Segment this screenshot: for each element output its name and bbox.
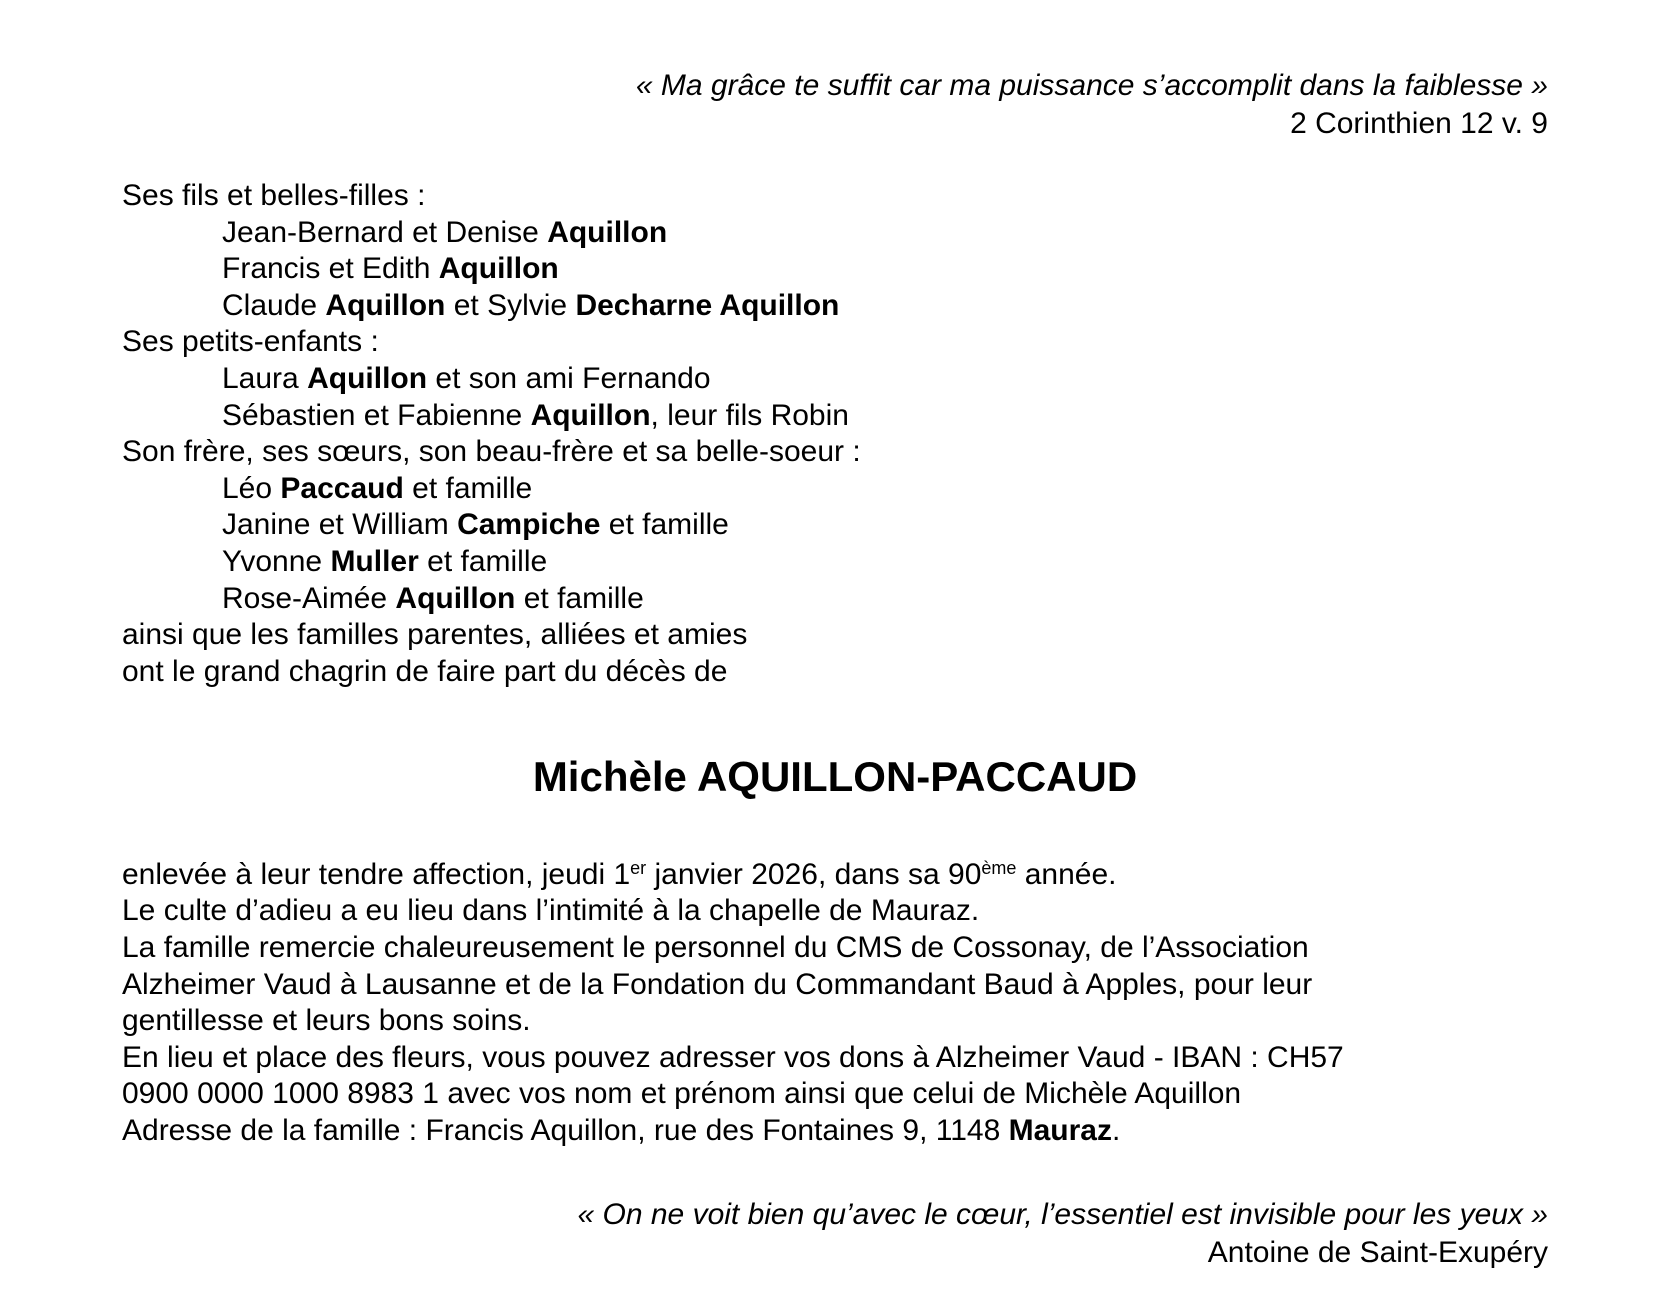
text-line [122,581,861,618]
text-line [122,324,861,361]
deceased-name: Michèle AQUILLON-PACCAUD [532,753,1138,800]
announcement-body [122,850,1344,1150]
text-segment: En lieu et place des fleurs, vous pouvez adresser vos dons à Alzheimer Vaud - IBAN : CH57 [122,1040,1344,1074]
text-line [122,507,861,544]
text-segment: . [1111,1114,1121,1148]
text-line [122,251,861,288]
text-line [122,850,1344,893]
text-segment: Léo [222,471,281,505]
emphasized-name: Muller [330,544,419,578]
text-line [122,434,861,471]
text-line [122,398,861,435]
text-line [122,471,861,508]
emphasized-name: Decharne Aquillon [575,288,840,322]
text-segment: ainsi que les familles parentes, alliées et amies [122,618,748,652]
scripture-quote-block [636,67,1548,143]
ordinal-superscript: er [630,858,647,878]
emphasized-name: Aquillon [547,215,668,249]
text-line [122,215,861,252]
text-segment: gentillesse et leurs bons soins. [122,1004,531,1038]
text-line [122,1040,1344,1077]
text-line [122,361,861,398]
text-line [122,930,1344,967]
text-line [122,654,861,691]
family-list [122,178,861,690]
text-line [122,1076,1344,1113]
text-segment: Ses fils et belles-filles : [122,179,426,212]
emphasized-name: Aquillon [438,252,559,286]
closing-quote-block [577,1196,1548,1272]
text-segment: Son frère, ses sœurs, son beau-frère et sa belle-soeur : [122,435,861,469]
text-line [122,967,1344,1004]
text-line [122,893,1344,930]
text-line [122,617,861,654]
text-segment: Francis et Edith [222,252,439,286]
text-segment: et son ami Fernando [427,361,711,395]
text-line [122,544,861,581]
emphasized-name: Aquillon [307,361,428,395]
text-segment: Laura [222,361,308,395]
scripture-quote-text: « Ma grâce te suffit car ma puissance s’accomplit dans la faiblesse » [635,69,1548,102]
text-segment: enlevée à leur tendre affection, jeudi 1 [122,857,631,891]
text-segment: janvier 2026, dans sa 90 [646,857,982,891]
emphasized-name: Paccaud [280,471,404,505]
emphasized-name: Mauraz [1008,1114,1112,1148]
text-segment: ont le grand chagrin de faire part du décès de [122,654,728,688]
emphasized-name: Aquillon [395,581,516,615]
closing-quote-attribution: Antoine de Saint-Exupéry [1207,1236,1548,1269]
text-segment: année. [1016,857,1117,891]
emphasized-name: Aquillon [325,288,446,322]
emphasized-name: Campiche [457,508,601,542]
text-segment: Alzheimer Vaud à Lausanne et de la Fondation du Commandant Baud à Apples, pour leur [122,967,1313,1001]
text-segment: Adresse de la famille : Francis Aquillon, rue des Fontaines 9, 1148 [122,1114,1009,1148]
text-segment: Ses petits-enfants : [122,325,379,359]
text-segment: Jean-Bernard et Denise [222,215,548,249]
emphasized-name: Aquillon [530,398,651,432]
closing-quote-text: « On ne voit bien qu’avec le cœur, l’essentiel est invisible pour les yeux » [577,1198,1548,1231]
text-segment: Sébastien et Fabienne [222,398,531,432]
text-segment: et famille [515,581,644,615]
text-segment: et famille [403,471,533,505]
text-line [122,1113,1344,1150]
text-segment: et Sylvie [445,288,576,322]
text-line [122,288,861,325]
text-line [122,1003,1344,1040]
ordinal-superscript: ème [981,858,1017,878]
text-segment: Rose-Aimée [222,581,396,615]
text-segment: et famille [418,544,548,578]
text-segment: 0900 0000 1000 8983 1 avec vos nom et prénom ainsi que celui de Michèle Aquillon [122,1077,1242,1111]
text-segment: et famille [600,508,729,542]
text-line [122,178,861,215]
text-segment: La famille remercie chaleureusement le personnel du CMS de Cossonay, de l’Association [122,931,1309,965]
text-segment: Le culte d’adieu a eu lieu dans l’intimité à la chapelle de Mauraz. [122,894,980,928]
scripture-quote-attribution: 2 Corinthien 12 v. 9 [1290,107,1548,140]
text-segment: Yvonne [222,544,331,578]
text-segment: Janine et William [222,508,458,542]
text-segment: Claude [222,288,326,322]
text-segment: , leur fils Robin [650,398,849,432]
